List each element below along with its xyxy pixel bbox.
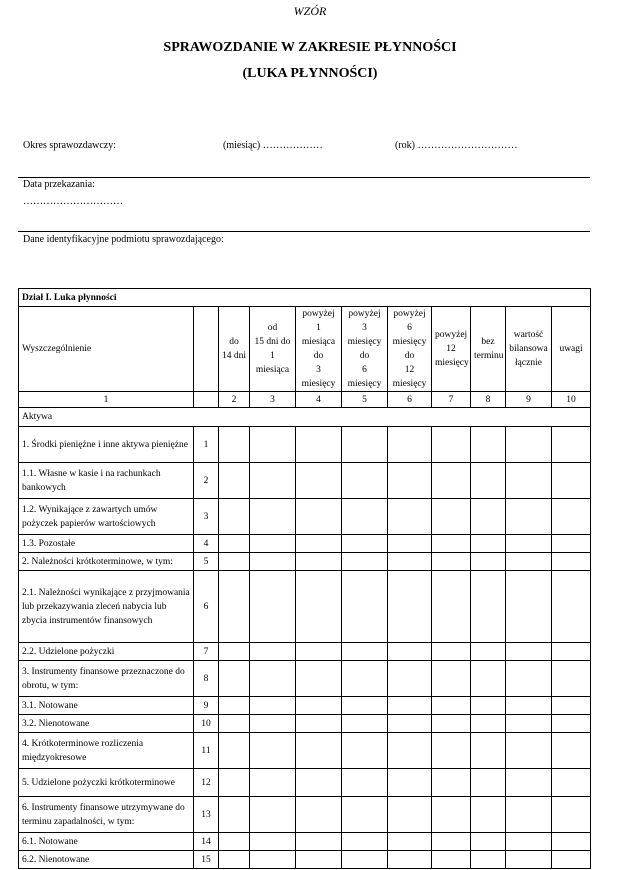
column-number: 1 (19, 392, 194, 408)
value-cell[interactable] (219, 851, 250, 869)
value-cell[interactable] (432, 643, 471, 661)
month-field: (miesiąc) ……………… (223, 140, 323, 151)
value-cell[interactable] (296, 797, 342, 833)
value-cell[interactable] (250, 535, 296, 553)
row-label: 3.1. Notowane (19, 697, 194, 715)
value-cell[interactable] (471, 715, 506, 733)
row-label: 6. Instrumenty finansowe utrzymywane do terminu zapadalności, w tym: (19, 797, 194, 833)
row-number: 10 (194, 715, 219, 733)
value-cell[interactable] (250, 851, 296, 869)
value-cell[interactable] (432, 697, 471, 715)
value-cell[interactable] (471, 427, 506, 463)
value-cell[interactable] (219, 661, 250, 697)
report-title: SPRAWOZDANIE W ZAKRESIE PŁYNNOŚCI (163, 40, 457, 55)
value-cell[interactable] (471, 463, 506, 499)
row-number: 7 (194, 643, 219, 661)
value-cell[interactable] (342, 499, 388, 535)
row-number: 14 (194, 833, 219, 851)
table-row (19, 715, 591, 733)
value-cell[interactable] (342, 715, 388, 733)
value-cell[interactable] (388, 733, 432, 769)
value-cell[interactable] (388, 769, 432, 797)
value-cell[interactable] (552, 715, 591, 733)
value-cell[interactable] (250, 499, 296, 535)
value-cell[interactable] (219, 733, 250, 769)
row-number: 11 (194, 733, 219, 769)
value-cell[interactable] (552, 797, 591, 833)
value-cell[interactable] (506, 797, 552, 833)
row-number: 2 (194, 463, 219, 499)
value-cell[interactable] (471, 769, 506, 797)
column-number: 2 (219, 392, 250, 408)
value-cell[interactable] (296, 553, 342, 571)
value-cell[interactable] (552, 851, 591, 869)
row-number: 13 (194, 797, 219, 833)
value-cell[interactable] (552, 535, 591, 553)
value-cell[interactable] (471, 571, 506, 643)
value-cell[interactable] (432, 851, 471, 869)
table-row (19, 535, 591, 553)
value-cell[interactable] (432, 797, 471, 833)
value-cell[interactable] (219, 715, 250, 733)
row-number: 9 (194, 697, 219, 715)
column-number: 7 (432, 392, 471, 408)
value-cell[interactable] (342, 661, 388, 697)
value-cell[interactable] (388, 661, 432, 697)
row-label: 1.3. Pozostałe (19, 535, 194, 553)
year-field: (rok) ………………………… (395, 140, 518, 151)
column-number: 10 (552, 392, 591, 408)
column-header-row (19, 307, 591, 392)
value-cell[interactable] (219, 553, 250, 571)
value-cell[interactable] (506, 661, 552, 697)
value-cell[interactable] (471, 733, 506, 769)
value-cell[interactable] (388, 851, 432, 869)
column-header: do 14 dni (219, 307, 250, 392)
value-cell[interactable] (296, 661, 342, 697)
row-label: 2. Należności krótkoterminowe, w tym: (19, 553, 194, 571)
value-cell[interactable] (219, 499, 250, 535)
column-header: powyżej 1 miesiąca do 3 miesięcy (296, 307, 342, 392)
table-row (19, 797, 591, 833)
value-cell[interactable] (388, 499, 432, 535)
value-cell[interactable] (296, 427, 342, 463)
value-cell[interactable] (388, 715, 432, 733)
row-label: 2.2. Udzielone pożyczki (19, 643, 194, 661)
value-cell[interactable] (342, 733, 388, 769)
row-number: 3 (194, 499, 219, 535)
row-number: 8 (194, 661, 219, 697)
value-cell[interactable] (219, 463, 250, 499)
row-number: 5 (194, 553, 219, 571)
row-number: 6 (194, 571, 219, 643)
period-label: Okres sprawozdawczy: (23, 140, 117, 151)
value-cell[interactable] (250, 697, 296, 715)
row-label: 3. Instrumenty finansowe przeznaczone do obrotu, w tym: (19, 661, 194, 697)
value-cell[interactable] (506, 463, 552, 499)
value-cell[interactable] (296, 535, 342, 553)
column-number (194, 392, 219, 408)
section-title: Dział I. Luka płynności (19, 289, 591, 307)
value-cell[interactable] (388, 463, 432, 499)
row-number: 1 (194, 427, 219, 463)
table-row (19, 427, 591, 463)
table-row (19, 499, 591, 535)
value-cell[interactable] (342, 463, 388, 499)
column-header: od 15 dni do 1 miesiąca (250, 307, 296, 392)
value-cell[interactable] (471, 697, 506, 715)
value-cell[interactable] (552, 833, 591, 851)
table-row (19, 571, 591, 643)
value-cell[interactable] (552, 427, 591, 463)
value-cell[interactable] (250, 643, 296, 661)
value-cell[interactable] (471, 797, 506, 833)
table-row (19, 851, 591, 869)
column-number: 4 (296, 392, 342, 408)
value-cell[interactable] (506, 553, 552, 571)
value-cell[interactable] (506, 535, 552, 553)
value-cell[interactable] (506, 571, 552, 643)
value-cell[interactable] (388, 797, 432, 833)
value-cell[interactable] (432, 661, 471, 697)
row-label: 1.2. Wynikające z zawartych umów pożyczek papierów wartościowych (19, 499, 194, 535)
value-cell[interactable] (388, 427, 432, 463)
value-cell[interactable] (432, 715, 471, 733)
value-cell[interactable] (552, 571, 591, 643)
row-label: 2.1. Należności wynikające z przyjmowania lub przekazywania zleceń nabycia lub zbycia instrumentów finansowych (19, 571, 194, 643)
column-number: 6 (388, 392, 432, 408)
table-row (19, 553, 591, 571)
submission-date-label: Data przekazania: (23, 179, 95, 190)
template-marker: WZÓR (293, 4, 327, 18)
value-cell[interactable] (219, 833, 250, 851)
row-number: 15 (194, 851, 219, 869)
row-number: 4 (194, 535, 219, 553)
column-number: 3 (250, 392, 296, 408)
value-cell[interactable] (506, 697, 552, 715)
value-cell[interactable] (219, 535, 250, 553)
value-cell[interactable] (219, 427, 250, 463)
table-row (19, 769, 591, 797)
row-label: 6.2. Nienotowane (19, 851, 194, 869)
group-label-aktywa: Aktywa (19, 408, 591, 427)
value-cell[interactable] (296, 463, 342, 499)
value-cell[interactable] (552, 643, 591, 661)
value-cell[interactable] (250, 553, 296, 571)
row-label: 1. Środki pieniężne i inne aktywa pieniężne (19, 427, 194, 463)
value-cell[interactable] (342, 427, 388, 463)
row-label: 1.1. Własne w kasie i na rachunkach bankowych (19, 463, 194, 499)
value-cell[interactable] (506, 499, 552, 535)
value-cell[interactable] (219, 643, 250, 661)
row-label: 3.2. Nienotowane (19, 715, 194, 733)
value-cell[interactable] (471, 833, 506, 851)
value-cell[interactable] (432, 535, 471, 553)
value-cell[interactable] (471, 535, 506, 553)
value-cell[interactable] (506, 733, 552, 769)
value-cell[interactable] (250, 769, 296, 797)
value-cell[interactable] (342, 535, 388, 553)
value-cell[interactable] (388, 643, 432, 661)
value-cell[interactable] (432, 571, 471, 643)
value-cell[interactable] (219, 697, 250, 715)
value-cell[interactable] (250, 661, 296, 697)
value-cell[interactable] (552, 463, 591, 499)
column-header: wartość bilansowa łącznie (506, 307, 552, 392)
value-cell[interactable] (388, 697, 432, 715)
divider (18, 231, 590, 232)
value-cell[interactable] (552, 499, 591, 535)
row-label: 6.1. Notowane (19, 833, 194, 851)
table-row (19, 661, 591, 697)
value-cell[interactable] (388, 553, 432, 571)
column-number-row (19, 392, 591, 408)
value-cell[interactable] (506, 643, 552, 661)
value-cell[interactable] (471, 553, 506, 571)
value-cell[interactable] (250, 733, 296, 769)
row-number-header (194, 307, 219, 392)
table-row (19, 463, 591, 499)
value-cell[interactable] (432, 463, 471, 499)
value-cell[interactable] (296, 851, 342, 869)
value-cell[interactable] (388, 535, 432, 553)
value-cell[interactable] (296, 499, 342, 535)
value-cell[interactable] (250, 833, 296, 851)
liquidity-gap-table (18, 288, 591, 869)
value-cell[interactable] (342, 553, 388, 571)
value-cell[interactable] (552, 553, 591, 571)
column-header: uwagi (552, 307, 591, 392)
value-cell[interactable] (471, 499, 506, 535)
table-row (19, 643, 591, 661)
value-cell[interactable] (250, 463, 296, 499)
value-cell[interactable] (342, 571, 388, 643)
report-subtitle: (LUKA PŁYNNOŚCI) (242, 66, 378, 81)
value-cell[interactable] (471, 851, 506, 869)
divider (18, 177, 590, 178)
value-cell[interactable] (432, 427, 471, 463)
identification-label: Dane identyfikacyjne podmiotu sprawozdającego: (23, 234, 224, 245)
value-cell[interactable] (432, 553, 471, 571)
value-cell[interactable] (432, 499, 471, 535)
value-cell[interactable] (219, 769, 250, 797)
value-cell[interactable] (506, 427, 552, 463)
value-cell[interactable] (342, 697, 388, 715)
value-cell[interactable] (219, 797, 250, 833)
value-cell[interactable] (506, 769, 552, 797)
value-cell[interactable] (342, 769, 388, 797)
value-cell[interactable] (342, 797, 388, 833)
value-cell[interactable] (296, 571, 342, 643)
value-cell[interactable] (432, 733, 471, 769)
value-cell[interactable] (250, 571, 296, 643)
value-cell[interactable] (552, 697, 591, 715)
submission-date-dots: ………………………… (23, 196, 123, 207)
value-cell[interactable] (432, 833, 471, 851)
value-cell[interactable] (250, 427, 296, 463)
value-cell[interactable] (506, 851, 552, 869)
value-cell[interactable] (342, 833, 388, 851)
value-cell[interactable] (296, 733, 342, 769)
column-number: 5 (342, 392, 388, 408)
value-cell[interactable] (506, 833, 552, 851)
value-cell[interactable] (552, 661, 591, 697)
column-number: 8 (471, 392, 506, 408)
row-number: 12 (194, 769, 219, 797)
value-cell[interactable] (552, 733, 591, 769)
row-label: 4. Krótkoterminowe rozliczenia międzyokresowe (19, 733, 194, 769)
column-header: bez terminu (471, 307, 506, 392)
value-cell[interactable] (296, 833, 342, 851)
value-cell[interactable] (296, 697, 342, 715)
value-cell[interactable] (342, 643, 388, 661)
value-cell[interactable] (250, 797, 296, 833)
column-number: 9 (506, 392, 552, 408)
value-cell[interactable] (296, 769, 342, 797)
value-cell[interactable] (219, 571, 250, 643)
value-cell[interactable] (296, 715, 342, 733)
column-header: powyżej 3 miesięcy do 6 miesięcy (342, 307, 388, 392)
value-cell[interactable] (506, 715, 552, 733)
value-cell[interactable] (471, 661, 506, 697)
value-cell[interactable] (296, 643, 342, 661)
table-row (19, 733, 591, 769)
value-cell[interactable] (552, 769, 591, 797)
value-cell[interactable] (388, 571, 432, 643)
table-row (19, 833, 591, 851)
row-label: 5. Udzielone pożyczki krótkoterminowe (19, 769, 194, 797)
column-header: powyżej 6 miesięcy do 12 miesięcy (388, 307, 432, 392)
value-cell[interactable] (342, 851, 388, 869)
value-cell[interactable] (250, 715, 296, 733)
value-cell[interactable] (432, 769, 471, 797)
column-header: powyżej 12 miesięcy (432, 307, 471, 392)
table-row (19, 697, 591, 715)
value-cell[interactable] (388, 833, 432, 851)
value-cell[interactable] (471, 643, 506, 661)
column-header: Wyszczególnienie (19, 307, 194, 392)
